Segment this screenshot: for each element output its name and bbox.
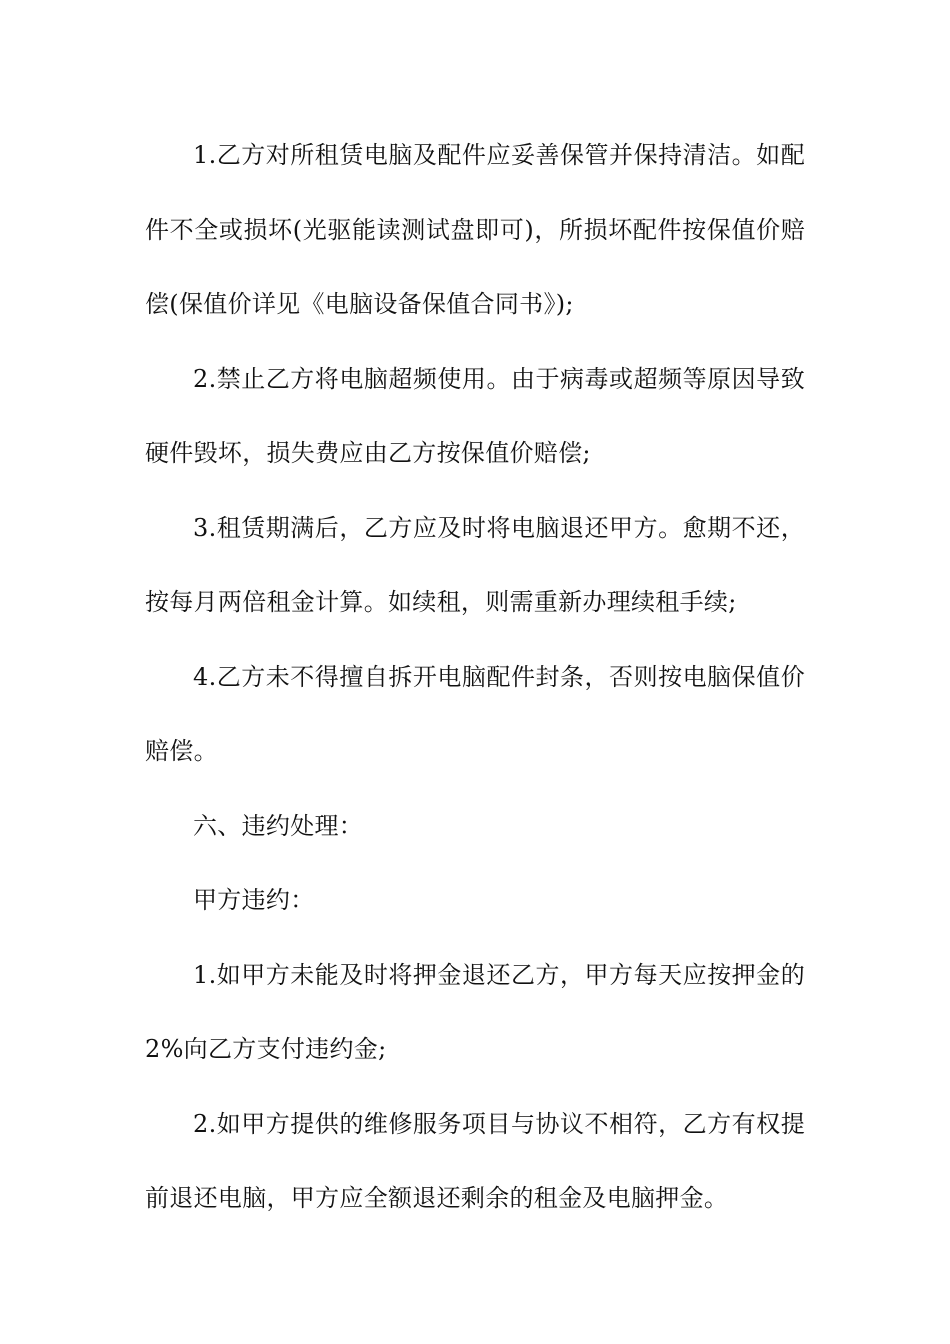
subheading-party-a-breach: 甲方违约： xyxy=(193,886,315,914)
paragraph-breach-1-deposit: 1.如甲方未能及时将押金退还乙方，甲方每天应按押金的2%向乙方支付违约金; xyxy=(145,960,805,1063)
paragraph-clause-1-care-of-equipment: 1.乙方对所租赁电脑及配件应妥善保管并保持清洁。如配件不全或损坏(光驱能读测试盘即可)，所损坏配件按保值价赔偿(保值价详见《电脑设备保值合同书》); xyxy=(145,141,805,318)
paragraph-clause-2-no-overclocking: 2.禁止乙方将电脑超频使用。由于病毒或超频等原因导致硬件毁坏，损失费应由乙方按保值价赔偿; xyxy=(145,364,805,467)
section-heading-breach: 六、违约处理： xyxy=(193,811,364,840)
paragraph-clause-3-return-on-expiry: 3.租赁期满后，乙方应及时将电脑退还甲方。愈期不还，按每月两倍租金计算。如续租，则需重新办理续租手续; xyxy=(145,513,805,616)
paragraph-breach-2-service-mismatch: 2.如甲方提供的维修服务项目与协议不相符，乙方有权提前退还电脑，甲方应全额退还剩余的租金及电脑押金。 xyxy=(145,1109,805,1212)
document-body xyxy=(145,118,805,1236)
paragraph-clause-4-seals: 4.乙方未不得擅自拆开电脑配件封条，否则按电脑保值价赔偿。 xyxy=(145,662,805,765)
